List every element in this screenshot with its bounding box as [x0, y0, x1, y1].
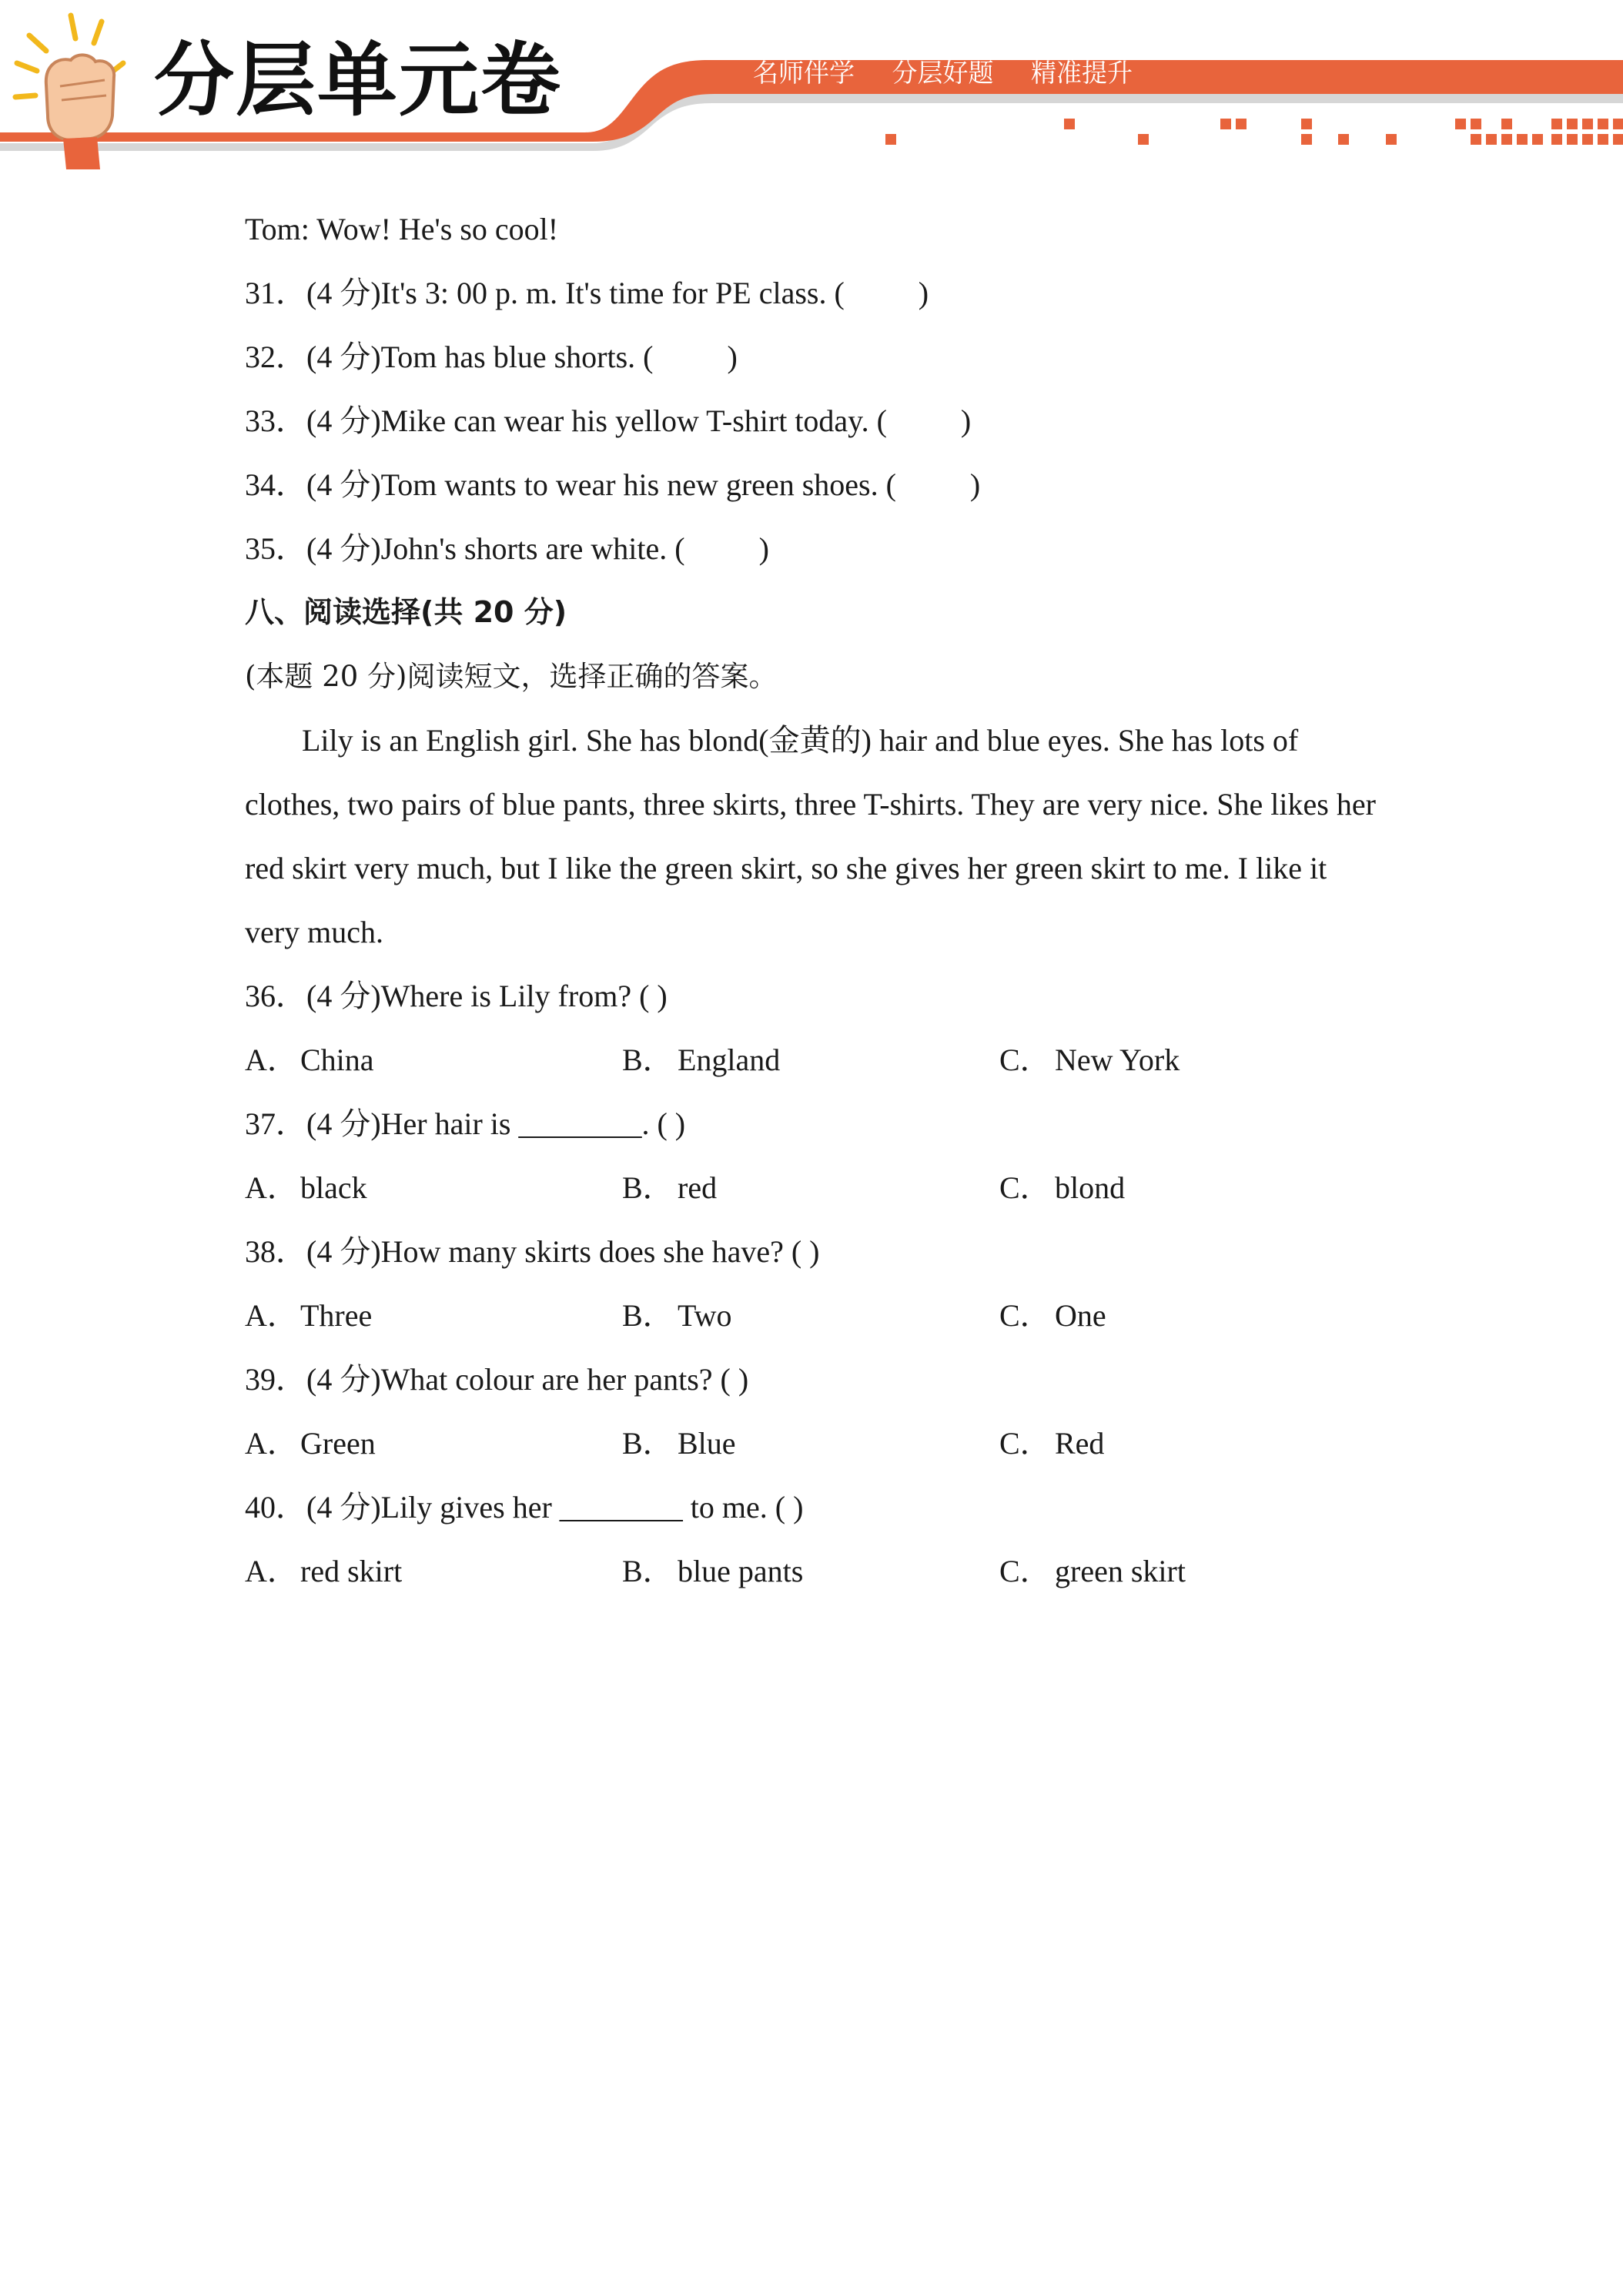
option-text: England — [678, 1043, 781, 1077]
option-label: B． — [622, 1043, 674, 1077]
question-40: 40．(4 分)Lily gives her ________ to me. ( ) — [245, 1490, 804, 1525]
dialogue-line: Tom: Wow! He's so cool! — [245, 212, 559, 246]
option-c[interactable] — [999, 1028, 1377, 1092]
option-text: Blue — [678, 1426, 736, 1461]
paren-close: ) — [758, 531, 769, 566]
slogan-3: 精准提升 — [1031, 58, 1133, 88]
options-36 — [245, 1028, 1400, 1092]
option-text: black — [300, 1170, 367, 1205]
paren-close: ) — [960, 403, 972, 438]
option-text: New York — [1055, 1043, 1180, 1077]
option-label: A． — [245, 1554, 298, 1588]
option-label: B． — [622, 1554, 674, 1588]
question-number: 31． — [245, 276, 306, 310]
option-text: Two — [678, 1298, 732, 1333]
option-c[interactable] — [999, 1411, 1377, 1475]
option-text: One — [1055, 1298, 1106, 1333]
option-text: green skirt — [1055, 1554, 1186, 1588]
question-number: 32． — [245, 340, 306, 374]
options-40 — [245, 1539, 1400, 1603]
option-a[interactable] — [245, 1284, 622, 1347]
option-b[interactable] — [622, 1028, 999, 1092]
slogan-1: 名师伴学 — [753, 58, 855, 88]
question-text: (4 分)It's 3: 00 p. m. It's time for PE class. ( — [306, 276, 845, 310]
paren-close: ) — [727, 340, 738, 374]
paren-close: ) — [918, 276, 929, 310]
question-39: 39．(4 分)What colour are her pants? ( ) — [245, 1362, 749, 1397]
option-label: C． — [999, 1554, 1051, 1588]
option-b[interactable] — [622, 1284, 999, 1347]
question-38: 38．(4 分)How many skirts does she have? ( ) — [245, 1234, 820, 1269]
option-label: C． — [999, 1298, 1051, 1333]
option-text: Three — [300, 1298, 373, 1333]
option-label: A． — [245, 1043, 298, 1077]
option-b[interactable] — [622, 1539, 999, 1603]
question-text: (4 分)Tom has blue shorts. ( — [306, 340, 654, 374]
question-number: 34． — [245, 467, 306, 502]
option-text: Red — [1055, 1426, 1105, 1461]
question-33 — [245, 389, 1400, 453]
option-label: C． — [999, 1170, 1051, 1205]
question-number: 33． — [245, 403, 306, 438]
header-slogans — [753, 58, 1162, 88]
decorative-squares — [885, 119, 1623, 145]
question-text: (4 分)Tom wants to wear his new green shoes. ( — [306, 467, 896, 502]
option-text: Green — [300, 1426, 376, 1461]
option-text: China — [300, 1043, 374, 1077]
options-39 — [245, 1411, 1400, 1475]
question-text: (4 分)John's shorts are white. ( — [306, 531, 685, 566]
page-header — [0, 0, 1623, 169]
options-37 — [245, 1156, 1400, 1220]
question-35 — [245, 517, 1400, 581]
question-31 — [245, 261, 1400, 325]
option-text: blue pants — [678, 1554, 804, 1588]
brand-title: 分层单元卷 — [154, 33, 563, 127]
option-label: A． — [245, 1426, 298, 1461]
question-32 — [245, 325, 1400, 389]
option-b[interactable] — [622, 1411, 999, 1475]
option-label: B． — [622, 1298, 674, 1333]
option-label: C． — [999, 1426, 1051, 1461]
option-c[interactable] — [999, 1156, 1377, 1220]
question-37: 37．(4 分)Her hair is ________. ( ) — [245, 1106, 686, 1141]
option-label: B． — [622, 1170, 674, 1205]
question-36: 36．(4 分)Where is Lily from? ( ) — [245, 979, 668, 1013]
options-38 — [245, 1284, 1400, 1347]
section-instruction: (本题 20 分)阅读短文，选择正确的答案。 — [245, 660, 778, 693]
option-c[interactable] — [999, 1284, 1377, 1347]
option-label: C． — [999, 1043, 1051, 1077]
slogan-2: 分层好题 — [892, 58, 994, 88]
section-heading: 八、阅读选择(共 20 分) — [245, 595, 567, 629]
option-a[interactable] — [245, 1156, 622, 1220]
option-label: A． — [245, 1298, 298, 1333]
document-body — [245, 197, 1400, 1603]
paren-close: ) — [969, 467, 981, 502]
option-text: red — [678, 1170, 718, 1205]
option-label: A． — [245, 1170, 298, 1205]
question-text: (4 分)Mike can wear his yellow T-shirt today. ( — [306, 403, 887, 438]
question-number: 35． — [245, 531, 306, 566]
option-text: red skirt — [300, 1554, 403, 1588]
option-a[interactable] — [245, 1411, 622, 1475]
option-label: B． — [622, 1426, 674, 1461]
option-text: blond — [1055, 1170, 1126, 1205]
question-34 — [245, 453, 1400, 517]
option-a[interactable] — [245, 1028, 622, 1092]
option-a[interactable] — [245, 1539, 622, 1603]
option-c[interactable] — [999, 1539, 1377, 1603]
reading-passage: Lily is an English girl. She has blond(金黄的) hair and blue eyes. She has lots of clothes, two pairs of blue pants, three skirts, three T-shirts. They are very nice. She likes her red skirt very much, but I like the green skirt, so she gives her green skirt to me. I like it very much. — [245, 723, 1376, 949]
option-b[interactable] — [622, 1156, 999, 1220]
